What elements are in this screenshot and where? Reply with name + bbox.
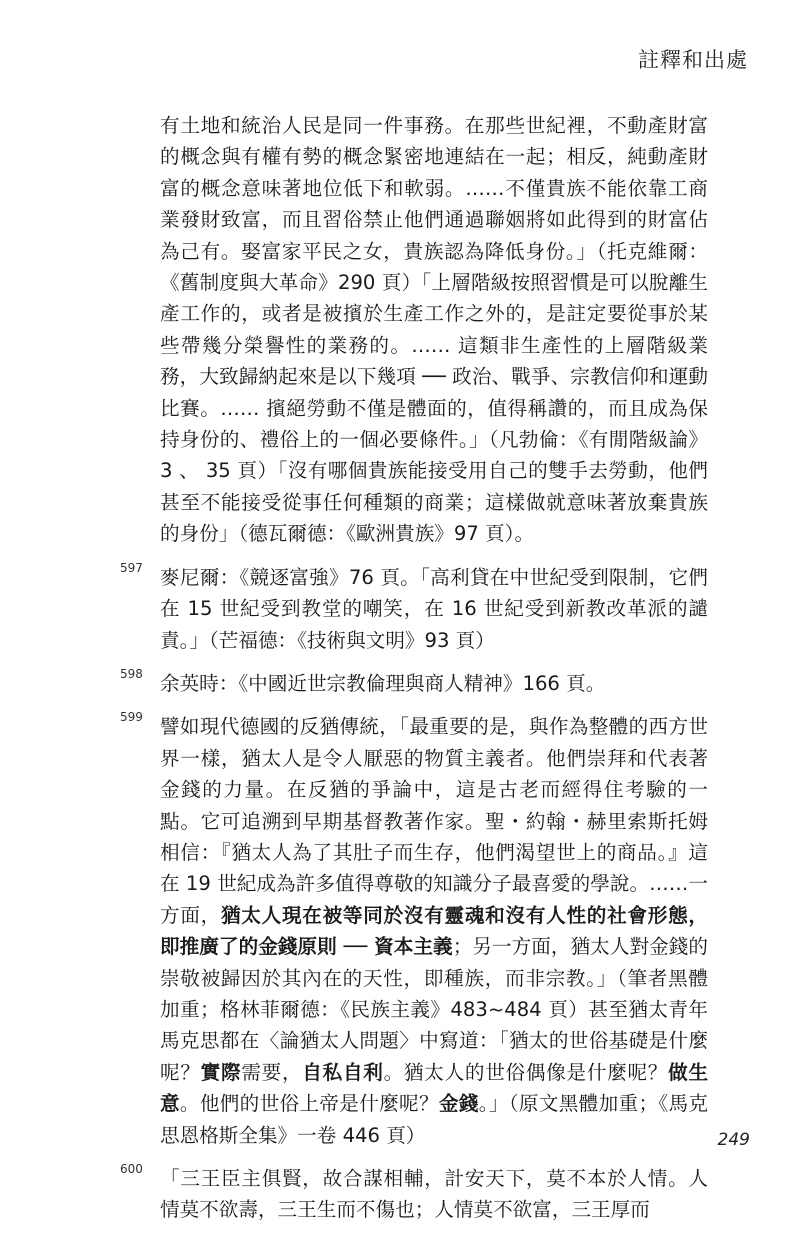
- footnote-text: [160, 711, 708, 1151]
- footnote: [120, 1163, 708, 1226]
- text-run: 。」（原文黑體加重；《馬克思恩格斯全集》一卷 446 頁）: [160, 1092, 708, 1147]
- bold-emphasis: 猶太人現在被等同於沒有靈魂和沒有人性的社會形態，即推廣了的金錢原則 ── 資本主義: [160, 903, 709, 959]
- page-number: 249: [717, 1130, 750, 1150]
- text-run: 麥尼爾：《競逐富強》76 頁。「高利貸在中世紀受到限制，它們在 15 世紀受到教堂的嘲笑，在 16 世紀受到新教改革派的譴責。」（芒福德：《技術與文明》93 頁）: [160, 565, 708, 652]
- bold-emphasis: 實際: [200, 1060, 242, 1084]
- text-run: 。猶太人的世俗偶像是什麼呢？: [383, 1060, 669, 1084]
- footnote-number: 597: [120, 560, 143, 575]
- bold-emphasis: 做生意: [160, 1060, 709, 1116]
- text-run: ；另一方面，猶太人對金錢的崇敬被歸因於其內在的天性，即種族，而非宗教。」（筆者黑體加重；格林菲爾德：《民族主義》483~484 頁）甚至猶太青年馬克思都在〈論猶太人問題〉中寫道：「猶太的世俗基礎是什麼呢？: [160, 935, 708, 1084]
- footnote: [120, 110, 708, 550]
- text-run: 余英時：《中國近世宗教倫理與商人精神》166 頁。: [160, 671, 606, 695]
- footnote: [120, 562, 708, 656]
- running-head: 註釋和出處: [638, 48, 748, 72]
- footnote-number: 599: [120, 710, 143, 725]
- footnote: [120, 711, 708, 1151]
- text-run: 。他們的世俗上帝是什麼呢？: [179, 1092, 439, 1116]
- notes-body: [120, 110, 708, 1238]
- text-run: 譬如現代德國的反猶傳統，「最重要的是，與作為整體的西方世界一樣，猶太人是令人厭惡的物質主義者。他們崇拜和代表著金錢的力量。在反猶的爭論中，這是古老而經得住考驗的一點。它可追溯到早期基督教著作家。聖・約翰・赫里索斯托姆相信：『猶太人為了其肚子而生存，他們渴望世上的商品。』這在 19 世紀成為許多值得尊敬的知識分子最喜愛的學說。……一方面，: [160, 715, 708, 927]
- bold-emphasis: 金錢: [438, 1092, 479, 1116]
- text-run: 有土地和統治人民是同一件事務。在那些世紀裡，不動產財富的概念與有權有勢的概念緊密地連結在一起；相反，純動產財富的概念意味著地位低下和軟弱。……不僅貴族不能依靠工商業發財致富，而且習俗禁止他們通過聯姻將如此得到的財富佔為己有。娶富家平民之女，貴族認為降低身份。」（托克維爾：《舊制度與大革命》290 頁）「上層階級按照習慣是可以脫離生產工作的，或者是被擯於生產工作之外的，是註定要從事於某些帶幾分榮譽性的業務的。…… 這類非生產性的上層階級業務，大致歸納起來是以下幾項 ── 政治、戰爭、宗教信仰和運動比賽。…… 擯絕勞動不僅是體面的，值得稱讚的，而且成為保持身份的、禮俗上的一個必要條件。」（凡勃倫：《有閒階級論》3 、 35 頁）「沒有哪個貴族能接受用自己的雙手去勞動，他們甚至不能接受從事任何種類的商業；這樣做就意味著放棄貴族的身份」（德瓦爾德：《歐洲貴族》97 頁）。: [160, 114, 708, 546]
- footnote-text: [160, 668, 708, 699]
- text-run: 需要，: [241, 1060, 303, 1084]
- footnote: [120, 668, 708, 699]
- footnote-number: 600: [120, 1162, 143, 1176]
- footnote-text: [160, 562, 708, 656]
- text-run: 「三王臣主俱賢，故合謀相輔，計安天下，莫不本於人情。人情莫不欲壽，三王生而不傷也；人情莫不欲富，三王厚而: [160, 1167, 708, 1222]
- footnote-text: [160, 1163, 708, 1226]
- footnote-text: [160, 110, 708, 550]
- bold-emphasis: 自私自利: [302, 1060, 384, 1084]
- footnote-number: 598: [120, 666, 143, 681]
